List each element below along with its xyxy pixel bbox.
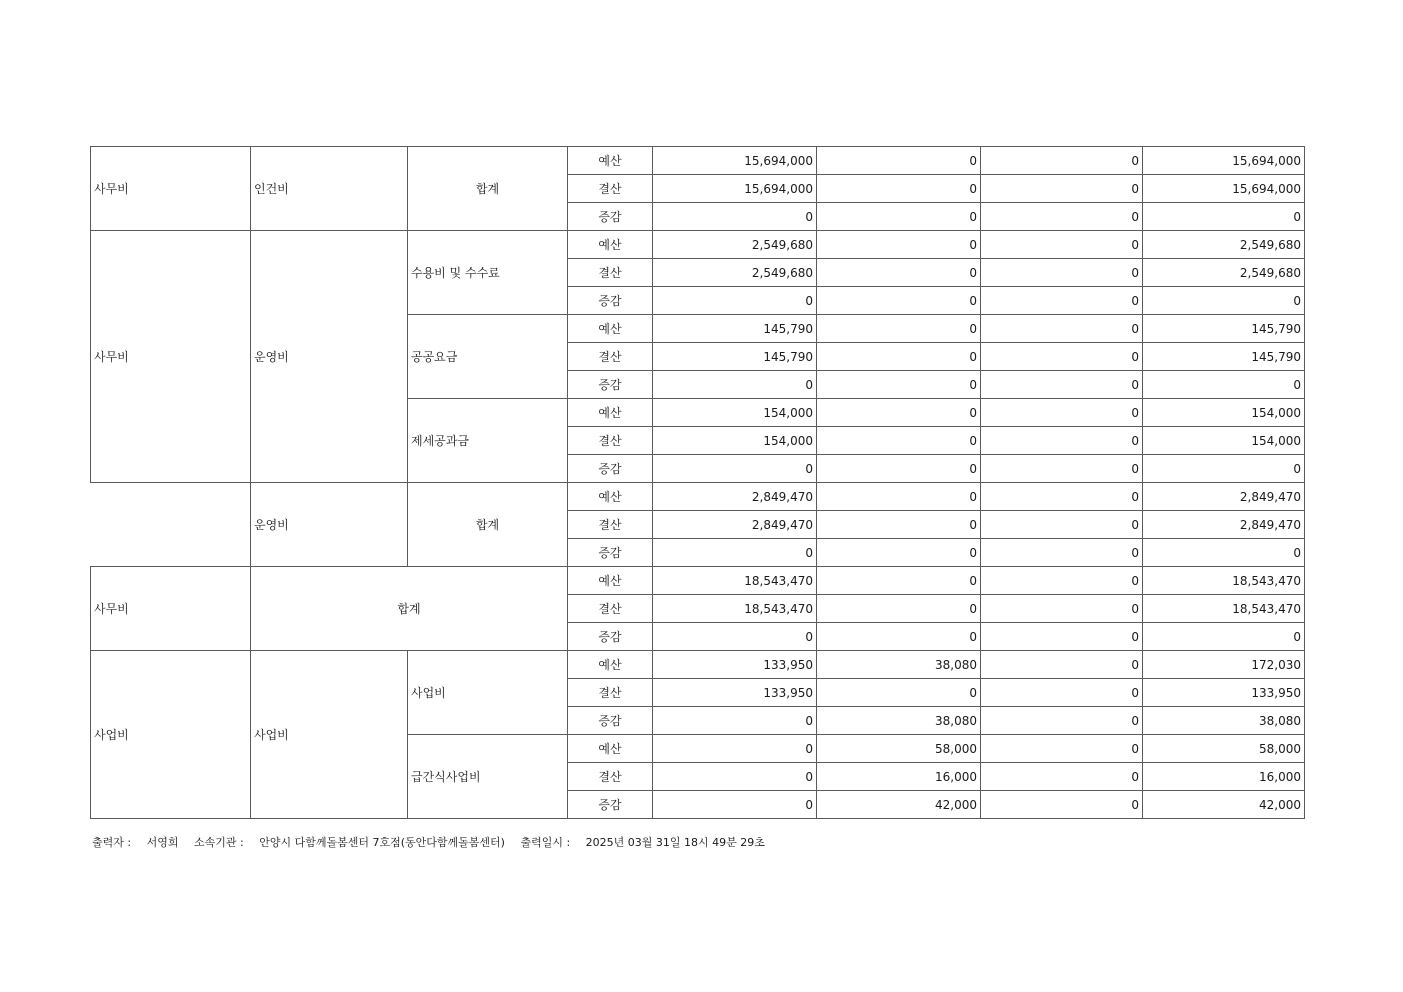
amount-cell: 2,849,470	[1143, 511, 1305, 539]
category-cell: 사무비	[91, 147, 251, 231]
amount-cell: 154,000	[1143, 427, 1305, 455]
row-type-cell: 증감	[568, 203, 653, 231]
amount-cell: 2,549,680	[653, 259, 817, 287]
amount-cell: 0	[981, 371, 1143, 399]
item-cell: 사업비	[408, 651, 568, 735]
amount-cell: 0	[817, 483, 981, 511]
row-type-cell: 결산	[568, 175, 653, 203]
amount-cell: 0	[653, 707, 817, 735]
amount-cell: 0	[981, 147, 1143, 175]
table-row	[91, 231, 1305, 259]
amount-cell: 133,950	[653, 679, 817, 707]
amount-cell: 18,543,470	[1143, 595, 1305, 623]
amount-cell: 0	[1143, 371, 1305, 399]
amount-cell: 18,543,470	[653, 567, 817, 595]
amount-cell: 0	[653, 371, 817, 399]
amount-cell: 0	[981, 707, 1143, 735]
row-type-cell: 예산	[568, 651, 653, 679]
row-type-cell: 예산	[568, 147, 653, 175]
amount-cell: 145,790	[653, 343, 817, 371]
amount-cell: 15,694,000	[653, 147, 817, 175]
table-row	[91, 567, 1305, 595]
amount-cell: 16,000	[817, 763, 981, 791]
org-name: 안양시 다함께돌봄센터 7호점(동안다함께돌봄센터)	[259, 836, 505, 849]
amount-cell: 0	[981, 315, 1143, 343]
amount-cell: 0	[653, 455, 817, 483]
amount-cell: 0	[981, 483, 1143, 511]
amount-cell: 0	[653, 735, 817, 763]
row-type-cell: 결산	[568, 679, 653, 707]
amount-cell: 0	[981, 679, 1143, 707]
amount-cell: 0	[653, 623, 817, 651]
item-cell: 급간식사업비	[408, 735, 568, 819]
amount-cell: 15,694,000	[653, 175, 817, 203]
amount-cell: 18,543,470	[1143, 567, 1305, 595]
row-type-cell: 증감	[568, 623, 653, 651]
amount-cell: 172,030	[1143, 651, 1305, 679]
amount-cell: 154,000	[653, 399, 817, 427]
amount-cell: 0	[981, 343, 1143, 371]
subcategory-cell: 합계	[251, 567, 568, 651]
subcategory-cell: 운영비	[251, 483, 408, 567]
row-type-cell: 증감	[568, 707, 653, 735]
subcategory-cell: 인건비	[251, 147, 408, 231]
category-cell: 사무비	[91, 231, 251, 483]
amount-cell: 42,000	[1143, 791, 1305, 819]
amount-cell: 0	[817, 259, 981, 287]
row-type-cell: 증감	[568, 791, 653, 819]
row-type-cell: 증감	[568, 287, 653, 315]
print-footer	[92, 834, 777, 850]
row-type-cell: 증감	[568, 539, 653, 567]
amount-cell: 38,080	[817, 707, 981, 735]
amount-cell: 0	[981, 623, 1143, 651]
amount-cell: 0	[817, 287, 981, 315]
printer-label: 출력자 :	[92, 836, 132, 849]
amount-cell: 154,000	[653, 427, 817, 455]
amount-cell: 0	[1143, 539, 1305, 567]
row-type-cell: 증감	[568, 371, 653, 399]
amount-cell: 18,543,470	[653, 595, 817, 623]
org-label: 소속기관 :	[193, 836, 244, 849]
amount-cell: 0	[981, 259, 1143, 287]
amount-cell: 0	[653, 287, 817, 315]
amount-cell: 0	[1143, 623, 1305, 651]
category-cell: 사무비	[91, 567, 251, 651]
amount-cell: 2,849,470	[653, 511, 817, 539]
category-cell	[91, 483, 251, 567]
amount-cell: 0	[653, 203, 817, 231]
amount-cell: 0	[981, 287, 1143, 315]
amount-cell: 0	[817, 343, 981, 371]
print-date-value: 2025년 03월 31일 18시 49분 29초	[585, 836, 765, 849]
amount-cell: 0	[817, 175, 981, 203]
table-row	[91, 651, 1305, 679]
row-type-cell: 예산	[568, 735, 653, 763]
amount-cell: 154,000	[1143, 399, 1305, 427]
row-type-cell: 결산	[568, 343, 653, 371]
row-type-cell: 예산	[568, 231, 653, 259]
amount-cell: 0	[653, 539, 817, 567]
amount-cell: 0	[981, 203, 1143, 231]
subcategory-cell: 운영비	[251, 231, 408, 483]
amount-cell: 0	[817, 511, 981, 539]
row-type-cell: 결산	[568, 259, 653, 287]
item-cell: 수용비 및 수수료	[408, 231, 568, 315]
amount-cell: 38,080	[817, 651, 981, 679]
amount-cell: 0	[1143, 203, 1305, 231]
amount-cell: 16,000	[1143, 763, 1305, 791]
row-type-cell: 예산	[568, 483, 653, 511]
row-type-cell: 결산	[568, 427, 653, 455]
amount-cell: 0	[981, 595, 1143, 623]
row-type-cell: 결산	[568, 511, 653, 539]
amount-cell: 0	[981, 567, 1143, 595]
item-cell: 합계	[408, 147, 568, 231]
table-row	[91, 147, 1305, 175]
amount-cell: 0	[817, 679, 981, 707]
row-type-cell: 결산	[568, 595, 653, 623]
amount-cell: 0	[981, 651, 1143, 679]
amount-cell: 0	[817, 623, 981, 651]
amount-cell: 0	[653, 791, 817, 819]
amount-cell: 15,694,000	[1143, 147, 1305, 175]
amount-cell: 0	[817, 147, 981, 175]
amount-cell: 0	[817, 595, 981, 623]
row-type-cell: 예산	[568, 315, 653, 343]
amount-cell: 0	[817, 315, 981, 343]
amount-cell: 2,549,680	[1143, 259, 1305, 287]
category-cell: 사업비	[91, 651, 251, 819]
amount-cell: 133,950	[1143, 679, 1305, 707]
amount-cell: 0	[981, 427, 1143, 455]
amount-cell: 0	[981, 455, 1143, 483]
amount-cell: 0	[1143, 287, 1305, 315]
amount-cell: 0	[817, 567, 981, 595]
budget-table-body	[91, 147, 1305, 819]
amount-cell: 2,549,680	[1143, 231, 1305, 259]
row-type-cell: 예산	[568, 399, 653, 427]
amount-cell: 0	[1143, 455, 1305, 483]
amount-cell: 38,080	[1143, 707, 1305, 735]
amount-cell: 2,549,680	[653, 231, 817, 259]
amount-cell: 0	[817, 455, 981, 483]
amount-cell: 58,000	[1143, 735, 1305, 763]
amount-cell: 15,694,000	[1143, 175, 1305, 203]
amount-cell: 2,849,470	[1143, 483, 1305, 511]
amount-cell: 0	[981, 539, 1143, 567]
amount-cell: 0	[981, 735, 1143, 763]
amount-cell: 145,790	[653, 315, 817, 343]
budget-table	[90, 146, 1305, 819]
amount-cell: 145,790	[1143, 315, 1305, 343]
amount-cell: 0	[653, 763, 817, 791]
amount-cell: 133,950	[653, 651, 817, 679]
item-cell: 합계	[408, 483, 568, 567]
row-type-cell: 결산	[568, 763, 653, 791]
amount-cell: 58,000	[817, 735, 981, 763]
subcategory-cell: 사업비	[251, 651, 408, 819]
amount-cell: 2,849,470	[653, 483, 817, 511]
amount-cell: 0	[817, 427, 981, 455]
amount-cell: 0	[817, 539, 981, 567]
amount-cell: 0	[817, 399, 981, 427]
row-type-cell: 증감	[568, 455, 653, 483]
amount-cell: 42,000	[817, 791, 981, 819]
printer-name: 서영희	[146, 836, 179, 849]
amount-cell: 0	[981, 231, 1143, 259]
amount-cell: 0	[981, 791, 1143, 819]
amount-cell: 0	[981, 763, 1143, 791]
amount-cell: 0	[981, 175, 1143, 203]
item-cell: 제세공과금	[408, 399, 568, 483]
row-type-cell: 예산	[568, 567, 653, 595]
amount-cell: 0	[981, 511, 1143, 539]
amount-cell: 0	[981, 399, 1143, 427]
table-row	[91, 483, 1305, 511]
item-cell: 공공요금	[408, 315, 568, 399]
amount-cell: 0	[817, 371, 981, 399]
amount-cell: 0	[817, 203, 981, 231]
print-date-label: 출력일시 :	[520, 836, 571, 849]
amount-cell: 0	[817, 231, 981, 259]
amount-cell: 145,790	[1143, 343, 1305, 371]
